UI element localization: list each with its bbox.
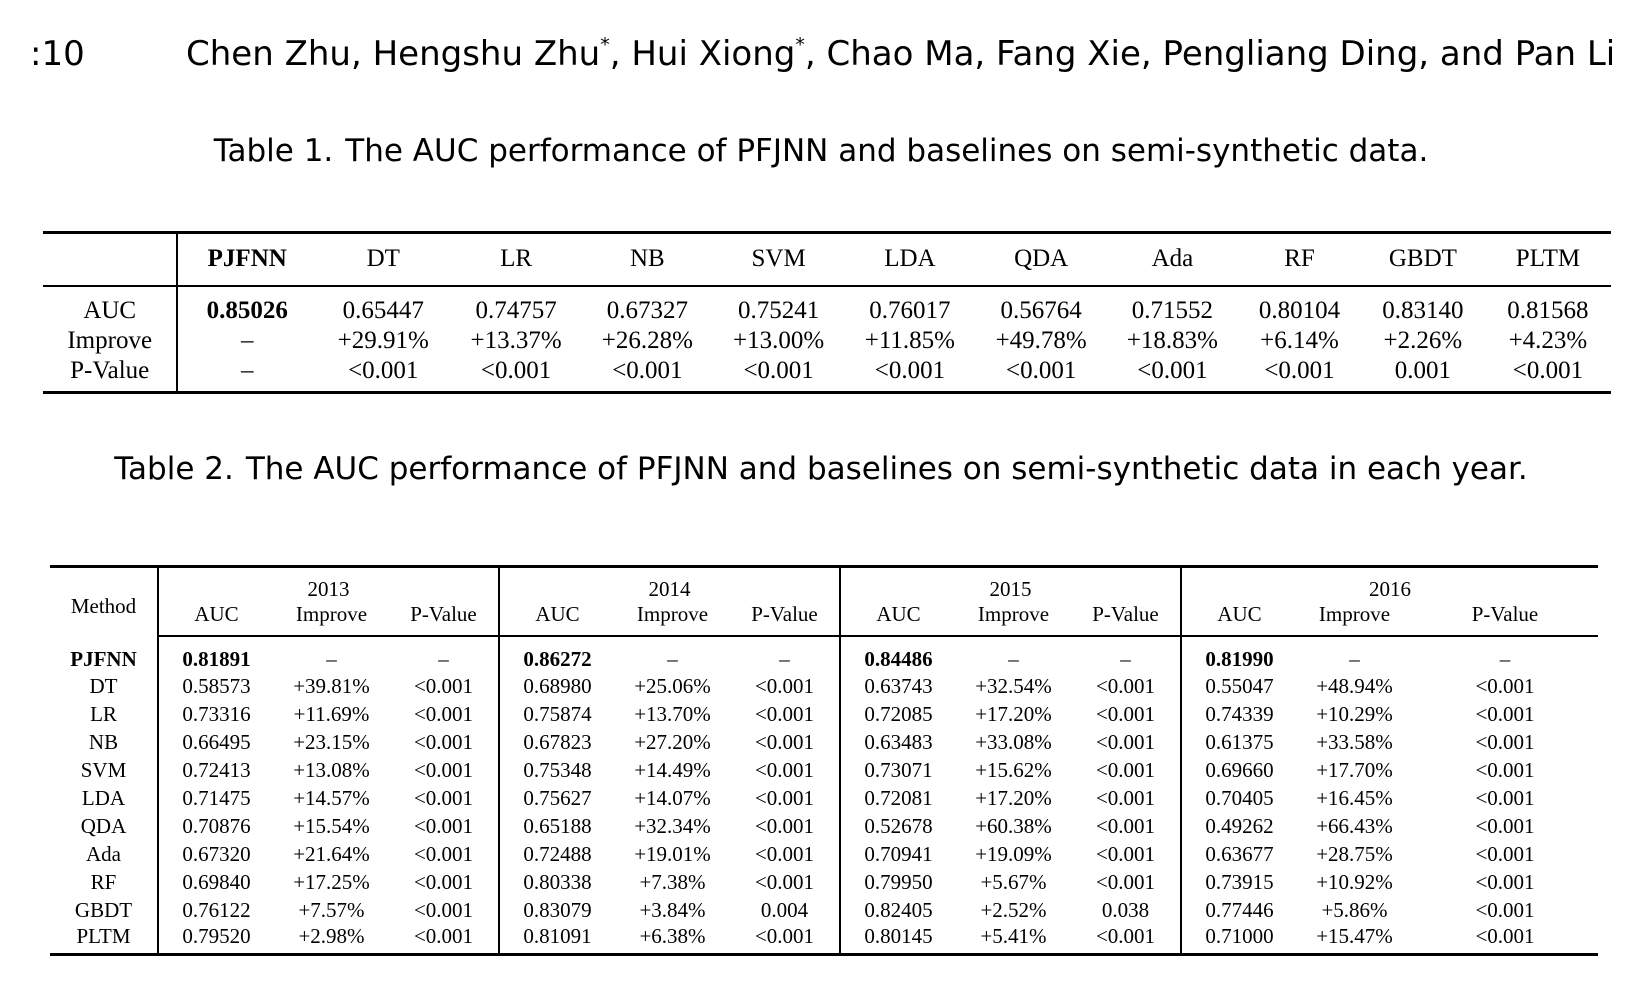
table-cell: <0.001 [730, 868, 840, 896]
table-cell: +11.85% [864, 326, 956, 354]
table-cell: <0.001 [730, 784, 840, 812]
table-cell: 0.72413 [182, 757, 251, 782]
table-cell: <0.001 [389, 700, 499, 728]
table-cell: +39.81% [293, 673, 370, 698]
table-cell: +17.25% [293, 869, 370, 894]
table-cell: <0.001 [730, 924, 840, 955]
column-header: PLTM [1485, 233, 1611, 286]
method-cell: NB [50, 728, 158, 756]
table-cell: 0.52678 [864, 813, 933, 838]
method-cell: LR [50, 700, 158, 728]
year-header: 2015 [840, 567, 1181, 603]
column-header: DT [316, 233, 450, 286]
table-cell: <0.001 [1071, 784, 1181, 812]
table-cell: 0.83079 [523, 897, 592, 922]
row-label: P-Value [43, 357, 177, 393]
table-cell: <0.001 [389, 728, 499, 756]
table-cell: <0.001 [1264, 356, 1335, 384]
table-cell: +17.20% [975, 701, 1052, 726]
table-row [43, 286, 1611, 325]
table-cell: 0.65447 [342, 296, 424, 324]
table-cell: 0.72081 [864, 785, 933, 810]
table-cell: +28.75% [1316, 841, 1393, 866]
table-cell: +4.23% [1508, 326, 1588, 354]
table2-caption-text: The AUC performance of PFJNN and baselines on semi-synthetic data in each year. [245, 451, 1528, 487]
year-header: 2013 [158, 567, 499, 603]
table-cell: +33.08% [975, 729, 1052, 754]
table-cell: 0.65188 [523, 813, 592, 838]
method-cell: LDA [50, 784, 158, 812]
table-cell: <0.001 [1475, 924, 1535, 948]
running-header [0, 30, 1642, 80]
table-row [50, 868, 1598, 896]
table-cell: <0.001 [1475, 701, 1535, 726]
author-list: Chen Zhu, Hengshu Zhu*, Hui Xiong*, Chao Ma, Fang Xie, Pengliang Ding, and Pan Li [186, 34, 1616, 74]
year-header: 2016 [1369, 577, 1411, 601]
table-cell: <0.001 [389, 868, 499, 896]
table-cell: 0.74757 [475, 296, 557, 324]
table-cell: +5.67% [980, 869, 1047, 894]
table-cell: – [389, 636, 499, 672]
table-cell: 0.70941 [864, 841, 933, 866]
table-cell: +6.14% [1260, 326, 1339, 354]
table-cell: 0.75348 [523, 757, 592, 782]
table-cell: +5.86% [1321, 897, 1388, 922]
table-cell: 0.75874 [523, 701, 592, 726]
table-cell: 0.70405 [1205, 785, 1274, 810]
table-cell: 0.76017 [869, 296, 951, 324]
table-row [50, 840, 1598, 868]
table-cell: <0.001 [730, 672, 840, 700]
table-row [43, 325, 1611, 357]
table-cell: +14.49% [634, 757, 711, 782]
table-cell: +32.54% [975, 673, 1052, 698]
table-cell: +10.92% [1316, 869, 1393, 894]
table-cell: +23.15% [293, 729, 370, 754]
table-cell: 0.67327 [606, 296, 688, 324]
table-cell: <0.001 [1071, 840, 1181, 868]
table-cell: 0.85026 [206, 296, 288, 324]
table-cell: 0.83140 [1382, 296, 1464, 324]
table-cell: <0.001 [1071, 868, 1181, 896]
author: and Pan Li [1439, 34, 1616, 74]
table-cell: <0.001 [1137, 356, 1208, 384]
table-cell: <0.001 [1071, 728, 1181, 756]
table-cell: <0.001 [612, 356, 683, 384]
column-header: QDA [976, 233, 1107, 286]
table-cell: +18.83% [1126, 326, 1219, 354]
table-cell: <0.001 [389, 784, 499, 812]
table-row [50, 700, 1598, 728]
table-cell: <0.001 [1005, 356, 1077, 384]
table-cell: 0.66495 [182, 729, 251, 754]
table-cell: 0.81091 [523, 924, 592, 948]
method-cell: PJFNN [50, 636, 158, 672]
table-cell: 0.63483 [864, 729, 933, 754]
table-cell: <0.001 [1475, 757, 1535, 782]
table-cell: <0.001 [389, 812, 499, 840]
table-cell: 0.77446 [1205, 897, 1274, 922]
table-cell: 0.61375 [1205, 729, 1274, 754]
table-cell: 0.81990 [1205, 647, 1274, 671]
table-cell: 0.70876 [182, 813, 251, 838]
table-cell: +13.00% [733, 326, 825, 354]
table-cell: +2.52% [980, 897, 1047, 922]
table-cell: +6.38% [639, 924, 706, 948]
table-cell: – [730, 636, 840, 672]
table-cell: 0.80104 [1258, 296, 1341, 324]
column-header: Ada [1107, 233, 1238, 286]
method-cell: GBDT [50, 896, 158, 924]
table-row [50, 784, 1598, 812]
author: Hengshu Zhu [372, 34, 601, 74]
table1-caption-text: The AUC performance of PFJNN and baselines on semi-synthetic data. [345, 133, 1429, 169]
subheader: AUC [499, 602, 615, 636]
table-cell: 0.81568 [1507, 296, 1589, 324]
table-cell: +7.38% [639, 869, 706, 894]
table-cell: +13.37% [470, 326, 562, 354]
table-cell: +25.06% [634, 673, 711, 698]
table-cell: +66.43% [1316, 813, 1393, 838]
table-cell: +17.20% [975, 785, 1052, 810]
method-cell: Ada [50, 840, 158, 868]
table-cell: <0.001 [389, 756, 499, 784]
table-cell: 0.72488 [523, 841, 592, 866]
table-cell: – [326, 647, 337, 671]
table-cell: +2.26% [1383, 326, 1463, 354]
table-cell: <0.001 [1512, 356, 1584, 384]
subheader: Improve [615, 602, 730, 636]
author: Fang Xie [996, 34, 1141, 74]
table-cell: <0.001 [743, 356, 814, 384]
table-cell: +15.47% [1316, 924, 1393, 948]
subheader: P-Value [730, 602, 840, 636]
table-cell: <0.001 [1071, 756, 1181, 784]
table-cell: <0.001 [389, 924, 499, 955]
column-header: GBDT [1361, 233, 1485, 286]
table-cell: +11.69% [293, 701, 370, 726]
table-cell: +60.38% [975, 813, 1052, 838]
table-cell: <0.001 [389, 672, 499, 700]
table-cell: +48.94% [1316, 673, 1393, 698]
table-cell: 0.69840 [182, 869, 251, 894]
subheader: Improve [1297, 602, 1412, 636]
table-cell: 0.49262 [1205, 813, 1274, 838]
table-cell: <0.001 [1071, 672, 1181, 700]
table-cell: 0.038 [1071, 896, 1181, 924]
table-cell: <0.001 [1475, 813, 1535, 838]
table-cell: <0.001 [730, 756, 840, 784]
corresponding-mark: * [600, 34, 610, 56]
subheader: Improve [956, 602, 1071, 636]
table1-label: Table 1. [213, 133, 334, 169]
table-cell: 0.71475 [182, 785, 251, 810]
table-cell: 0.76122 [182, 897, 251, 922]
table2-label: Table 2. [114, 451, 234, 487]
table-cell: <0.001 [1475, 785, 1535, 810]
table2-caption [0, 451, 1642, 487]
table-cell: 0.56764 [1000, 296, 1082, 324]
table2-subheader-row [50, 602, 1598, 636]
table-cell: 0.004 [730, 896, 840, 924]
table-cell: <0.001 [1475, 729, 1535, 754]
table-cell: 0.68980 [523, 673, 592, 698]
corresponding-mark: * [795, 34, 805, 56]
table-cell: +32.34% [634, 813, 711, 838]
table-cell: <0.001 [730, 812, 840, 840]
subheader: P-Value [1071, 602, 1181, 636]
table-cell: <0.001 [1475, 897, 1535, 922]
table-cell: <0.001 [874, 356, 946, 384]
table-cell: 0.001 [1394, 356, 1452, 384]
table-cell: 0.73071 [864, 757, 933, 782]
row-label: Improve [43, 325, 177, 357]
table-cell: +13.08% [293, 757, 370, 782]
table-cell: +14.07% [634, 785, 711, 810]
table-cell: +17.70% [1316, 757, 1393, 782]
table-row [50, 636, 1598, 672]
table-cell: 0.75241 [738, 296, 820, 324]
table2 [50, 565, 1598, 956]
subheader: Improve [274, 602, 389, 636]
method-cell: PLTM [50, 924, 158, 955]
table-cell: 0.72085 [864, 701, 933, 726]
subheader: AUC [158, 602, 274, 636]
table-cell: 0.80338 [523, 869, 592, 894]
table-row [50, 672, 1598, 700]
table-cell: 0.58573 [182, 673, 251, 698]
table-cell: <0.001 [1071, 812, 1181, 840]
table2-year-row [50, 567, 1598, 603]
table-cell: <0.001 [389, 896, 499, 924]
method-cell: DT [50, 672, 158, 700]
table-cell: <0.001 [730, 700, 840, 728]
table-cell: – [240, 356, 254, 384]
table-cell: – [667, 647, 678, 671]
table-cell: – [1349, 647, 1360, 671]
table-cell: +2.98% [298, 924, 365, 948]
table-cell: <0.001 [730, 840, 840, 868]
table-cell: 0.69660 [1205, 757, 1274, 782]
column-header: NB [582, 233, 713, 286]
table-cell: +15.54% [293, 813, 370, 838]
table-cell: <0.001 [1475, 869, 1535, 894]
table-cell: 0.74339 [1205, 701, 1274, 726]
table-cell: – [240, 326, 254, 354]
subheader: P-Value [1412, 602, 1598, 636]
author: Pengliang Ding [1162, 34, 1419, 74]
table-cell: – [1071, 636, 1181, 672]
table-cell: 0.79950 [864, 869, 933, 894]
table-row [50, 812, 1598, 840]
table-cell: +27.20% [634, 729, 711, 754]
table-row [50, 728, 1598, 756]
table-cell: <0.001 [348, 356, 419, 384]
table1-caption [0, 133, 1642, 169]
table-cell: 0.73915 [1205, 869, 1274, 894]
table-cell: +7.57% [298, 897, 365, 922]
table-cell: +14.57% [293, 785, 370, 810]
table-cell: <0.001 [480, 356, 552, 384]
subheader: AUC [1181, 602, 1297, 636]
table-cell: 0.80145 [864, 924, 933, 948]
column-header: PJFNN [177, 233, 316, 286]
table-cell: +3.84% [639, 897, 706, 922]
subheader: AUC [840, 602, 956, 636]
method-header: Method [50, 567, 158, 637]
column-header: SVM [713, 233, 844, 286]
table-cell: <0.001 [730, 728, 840, 756]
table-cell: 0.71000 [1205, 924, 1274, 948]
column-header: LR [450, 233, 581, 286]
table-cell: 0.75627 [523, 785, 592, 810]
table-cell: – [1499, 647, 1511, 671]
table-cell: 0.73316 [182, 701, 251, 726]
table-row [50, 924, 1598, 955]
table-cell: <0.001 [1475, 841, 1535, 866]
table1-corner-cell [43, 233, 177, 286]
column-header: LDA [844, 233, 975, 286]
method-cell: RF [50, 868, 158, 896]
table-cell: 0.82405 [864, 897, 933, 922]
table-cell: <0.001 [1071, 700, 1181, 728]
method-cell: QDA [50, 812, 158, 840]
table-cell: 0.63743 [864, 673, 933, 698]
year-header: 2014 [499, 567, 840, 603]
row-label: AUC [43, 286, 177, 325]
table-row [50, 896, 1598, 924]
page-number: :10 [30, 34, 85, 74]
table-cell: +10.29% [1316, 701, 1393, 726]
table-cell: 0.86272 [523, 647, 592, 671]
table-cell: 0.63677 [1205, 841, 1274, 866]
table-cell: <0.001 [389, 840, 499, 868]
table-cell: +49.78% [995, 326, 1087, 354]
author: Chao Ma [826, 34, 975, 74]
table-cell: 0.67823 [523, 729, 592, 754]
table-row [50, 756, 1598, 784]
table-cell: +33.58% [1316, 729, 1393, 754]
table1-header-row [43, 233, 1611, 286]
table-cell: <0.001 [1475, 673, 1535, 698]
table-cell: +26.28% [601, 326, 693, 354]
table-cell: +19.09% [975, 841, 1052, 866]
author: Hui Xiong [631, 34, 796, 74]
table-cell: +29.91% [337, 326, 429, 354]
table-cell: 0.81891 [182, 647, 251, 671]
table-cell: <0.001 [1071, 924, 1181, 955]
table-cell: 0.84486 [864, 647, 933, 671]
table-cell: +19.01% [634, 841, 711, 866]
table-cell: +15.62% [975, 757, 1052, 782]
table-cell: +21.64% [293, 841, 370, 866]
table-row [43, 357, 1611, 393]
table-cell: 0.67320 [182, 841, 251, 866]
table-cell: +16.45% [1316, 785, 1393, 810]
table1 [43, 231, 1611, 394]
column-header: RF [1238, 233, 1361, 286]
subheader: P-Value [389, 602, 499, 636]
table-cell: 0.79520 [182, 924, 251, 948]
table-cell: +13.70% [634, 701, 711, 726]
author: Chen Zhu [186, 34, 351, 74]
method-cell: SVM [50, 756, 158, 784]
table-cell: 0.55047 [1205, 673, 1274, 698]
table-cell: 0.71552 [1131, 296, 1214, 324]
table-cell: – [1008, 647, 1019, 671]
table-cell: +5.41% [980, 924, 1047, 948]
